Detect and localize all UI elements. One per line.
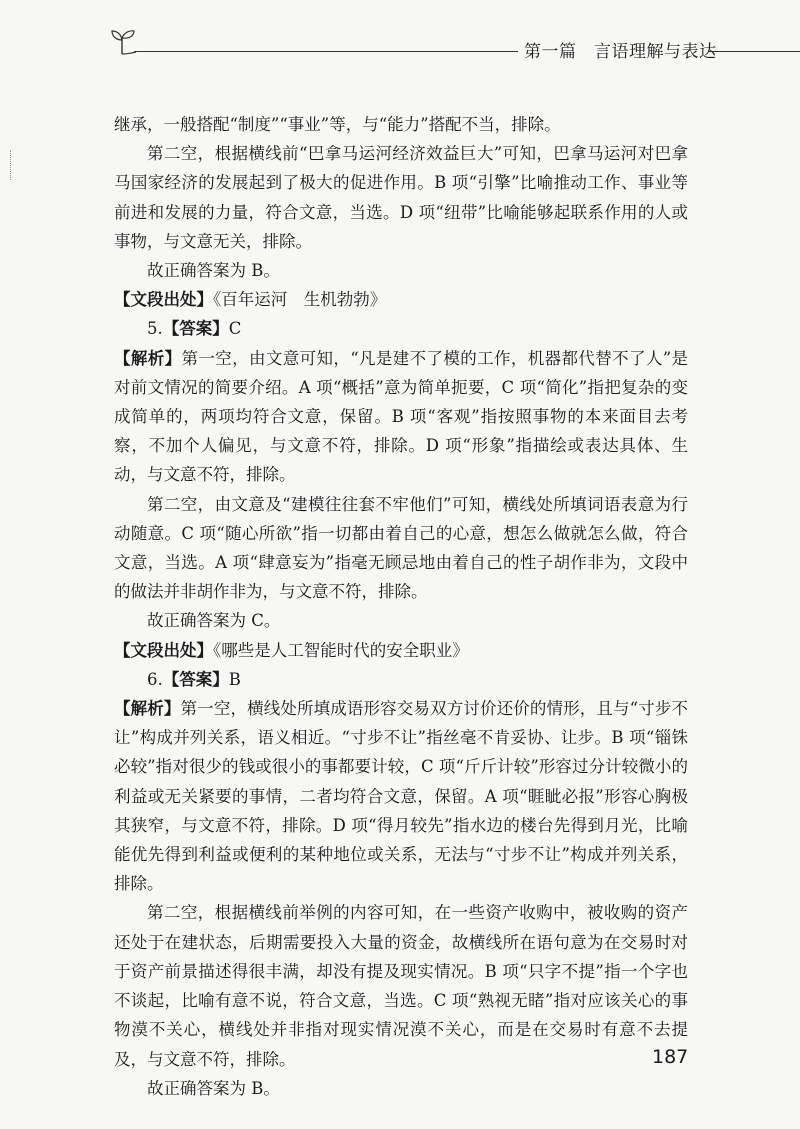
source-tag: 【文段出处】 — [114, 640, 213, 660]
analysis-text: 第一空，由文意可知，“凡是建不了模的工作，机器都代替不了人”是对前文情况的简要介绍。A 项“概括”意为简单扼要，C 项“简化”指把复杂的变成简单的，两项均符合文意，保留。B 项“客观”指按照事物的本来面目去考察，不加个人偏见，与文意不符，排除。D 项“形象”指描绘或表达具体、生动，与文意不符，排除。 — [114, 348, 689, 485]
answer-tag: 【答案】 — [162, 669, 229, 689]
source-tag: 【文段出处】 — [114, 290, 213, 310]
source-title: 《哪些是人工智能时代的安全职业》 — [213, 640, 469, 660]
analysis-tag: 【解析】 — [114, 348, 182, 368]
paragraph: 第二空，根据横线前“巴拿马运河经济效益巨大”可知，巴拿马运河对巴拿马国家经济的发展起到了极大的促进作用。B 项“引擎”比喻推动工作、事业等前进和发展的力量，符合文意，当选。D 项“纽带”比喻能够起联系作用的人或事物，与文意无关，排除。 — [114, 144, 688, 251]
answer-value: B — [228, 669, 241, 689]
analysis-paragraph — [114, 344, 688, 490]
analysis-paragraph — [114, 694, 688, 898]
answer-line: 故正确答案为 C。 — [147, 611, 281, 631]
page-body — [114, 110, 688, 1103]
analysis-text: 第一空，横线处所填成语形容交易双方讨价还价的情形，且与“寸步不让”构成并列关系，语义相近。“寸步不让”指丝毫不肯妥协、让步。B 项“锱铢必较”指对很少的钱或很小的事都要计较，C 项“斤斤计较”形容过分计较微小的利益或无关紧要的事情，二者均符合文意，保留。A 项“睚眦必报”形容心胸极其狭窄，与文意不符，排除。D 项“得月较先”指水边的楼台先得到月光，比喻能优先得到利益或便利的某种地位或关系，无法与“寸步不让”构成并列关系，排除。 — [114, 699, 689, 894]
header-rule-right — [708, 51, 800, 52]
answer-tag: 【答案】 — [162, 319, 229, 339]
source-line — [114, 285, 688, 314]
running-header — [0, 28, 800, 64]
section-title: 第一篇 言语理解与表达 — [524, 42, 717, 62]
answer-line: 故正确答案为 B。 — [147, 1078, 280, 1098]
source-title: 《百年运河 生机勃勃》 — [213, 290, 387, 310]
source-line — [114, 636, 688, 665]
answer-line: 故正确答案为 B。 — [147, 261, 280, 281]
question-answer-line — [114, 314, 688, 343]
question-number: 5. — [147, 319, 163, 339]
paragraph: 继承，一般搭配“制度”“事业”等，与“能力”搭配不当，排除。 — [114, 115, 561, 134]
question-answer-line — [114, 665, 688, 694]
page-number: 187 — [652, 1046, 689, 1068]
analysis-tag: 【解析】 — [114, 699, 181, 719]
paragraph: 第二空，根据横线前举例的内容可知，在一些资产收购中，被收购的资产还处于在建状态，后期需要投入大量的资金，故横线所在语句意为在交易时对于资产前景描述得很丰满，却没有提及现实情况。B 项“只字不提”指一个字也不谈起，比喻有意不说，符合文意，当选。C 项“熟视无睹”指对应该关心的事物漠不关心，横线处并非指对现实情况漠不关心，而是在交易时有意不去提及，与文意不符，排除。 — [114, 903, 688, 1069]
margin-binding-marks — [10, 150, 17, 180]
answer-value: C — [228, 319, 242, 339]
paragraph: 第二空，由文意及“建模往往套不牢他们”可知，横线处所填词语表意为行动随意。C 项“随心所欲”指一切都由着自己的心意，想怎么做就怎么做，符合文意，当选。A 项“肆意妄为”指毫无顾忌地由着自己的性子胡作非为，文段中的做法并非胡作非为，与文意不符，排除。 — [114, 494, 688, 602]
header-rule-left — [134, 51, 518, 52]
question-number: 6. — [147, 669, 163, 689]
